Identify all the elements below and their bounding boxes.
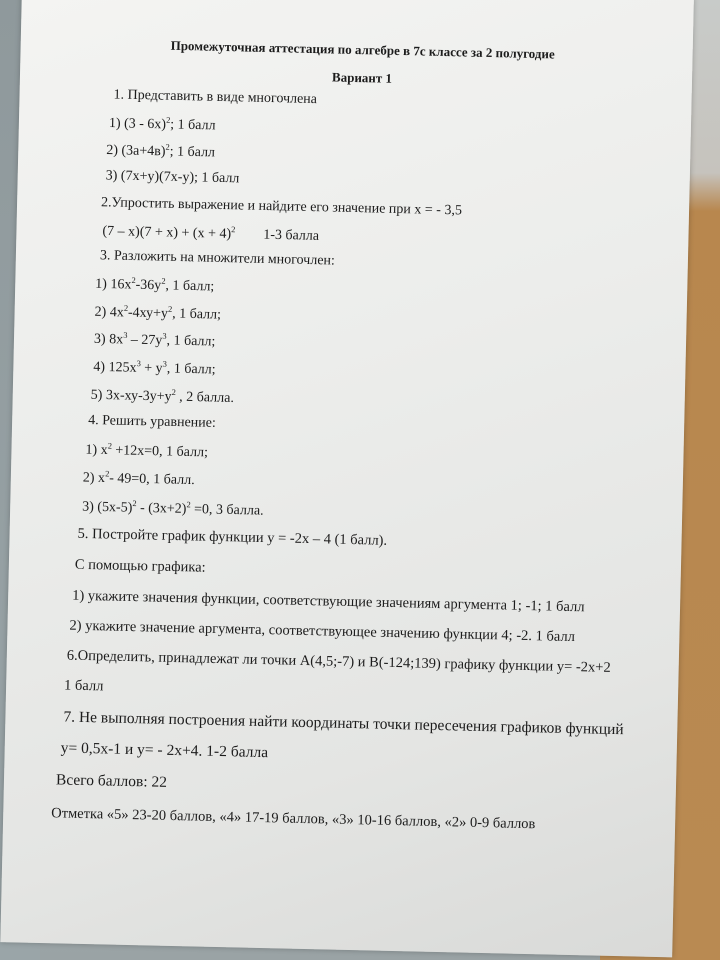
task2-heading: 2.Упростить выражение и найдите его значение при х = - 3,5: [100, 195, 463, 219]
task3-item-3: 3) $8х^3 - 27у^3$, 1 балл;: [93, 330, 216, 350]
task1-item-2: 2) $(3а+4в)^2$; 1 балл: [106, 142, 216, 161]
task6-line-2: 1 балл: [63, 677, 104, 695]
task5-question-1: 1) укажите значения функции, соответствующие значениям аргумента 1; -1; 1 балл: [72, 587, 585, 616]
task7-line-2: у= 0,5х-1 и у= - 2х+4. 1-2 балла: [60, 739, 269, 762]
task2-points: 1-3 балла: [263, 227, 320, 244]
task1-heading: 1. Представить в виде многочлена: [113, 87, 318, 108]
task1-item-3: 3) (7х+у)(7х-у); 1 балл: [105, 168, 240, 187]
total-points: Всего баллов: 22: [55, 771, 168, 791]
task4-heading: 4. Решить уравнение:: [87, 412, 217, 431]
task4-item-3: 3) $(5х-5)^2 - (3х+2)^2 =0$, 3 балла.: [82, 499, 264, 519]
task3-item-1: 1) $16х^2-36у^2$, 1 балл;: [95, 275, 215, 295]
task3-heading: 3. Разложить на множители многочлен:: [99, 248, 336, 269]
task1-item-1: 1) (3 - 6х)$^2$; 1 балл: [108, 115, 216, 134]
task5-question-2: 2) укажите значение аргумента, соответствующее значению функции 4; -2. 1 балл: [69, 617, 576, 646]
grading-scale: Отметка «5» 23-20 баллов, «4» 17-19 баллов, «3» 10-16 баллов, «2» 0-9 баллов: [51, 805, 536, 833]
paper-title: Промежуточная аттестация по алгебре в 7с классе за 2 полугодие: [170, 37, 555, 62]
task2-expression: $(7 - х)(7 + х) + (х + 4)^2$ 1-3 балла: [102, 223, 320, 244]
task3-item-4: 4) $125х^3 + у^3$, 1 балл;: [93, 359, 216, 378]
task6-line-1: 6.Определить, принадлежат ли точки А(4,5;-7) и В(-124;139) графику функции у= -2х+2: [66, 647, 611, 676]
task5-heading: 5. Постройте график функции у = -2х – 4 (1 балл).: [77, 525, 388, 549]
task3-item-2: 2) $4х^2-4ху+у^2$, 1 балл;: [94, 303, 222, 323]
variant-label: Вариант 1: [331, 69, 393, 86]
task4-item-1: 1) $х^2 +12х=0$, 1 балл;: [85, 441, 209, 461]
task5-sub: С помощью графика:: [74, 556, 206, 576]
task3-item-5: 5) $3х-ху-3у+у^2$ , 2 балла.: [90, 387, 235, 406]
task4-item-2: 2) $х^2-$ 49=0, 1 балл.: [82, 469, 195, 489]
task7-line-1: 7. Не выполняя построения найти координаты точки пересечения графиков функций: [63, 708, 624, 739]
